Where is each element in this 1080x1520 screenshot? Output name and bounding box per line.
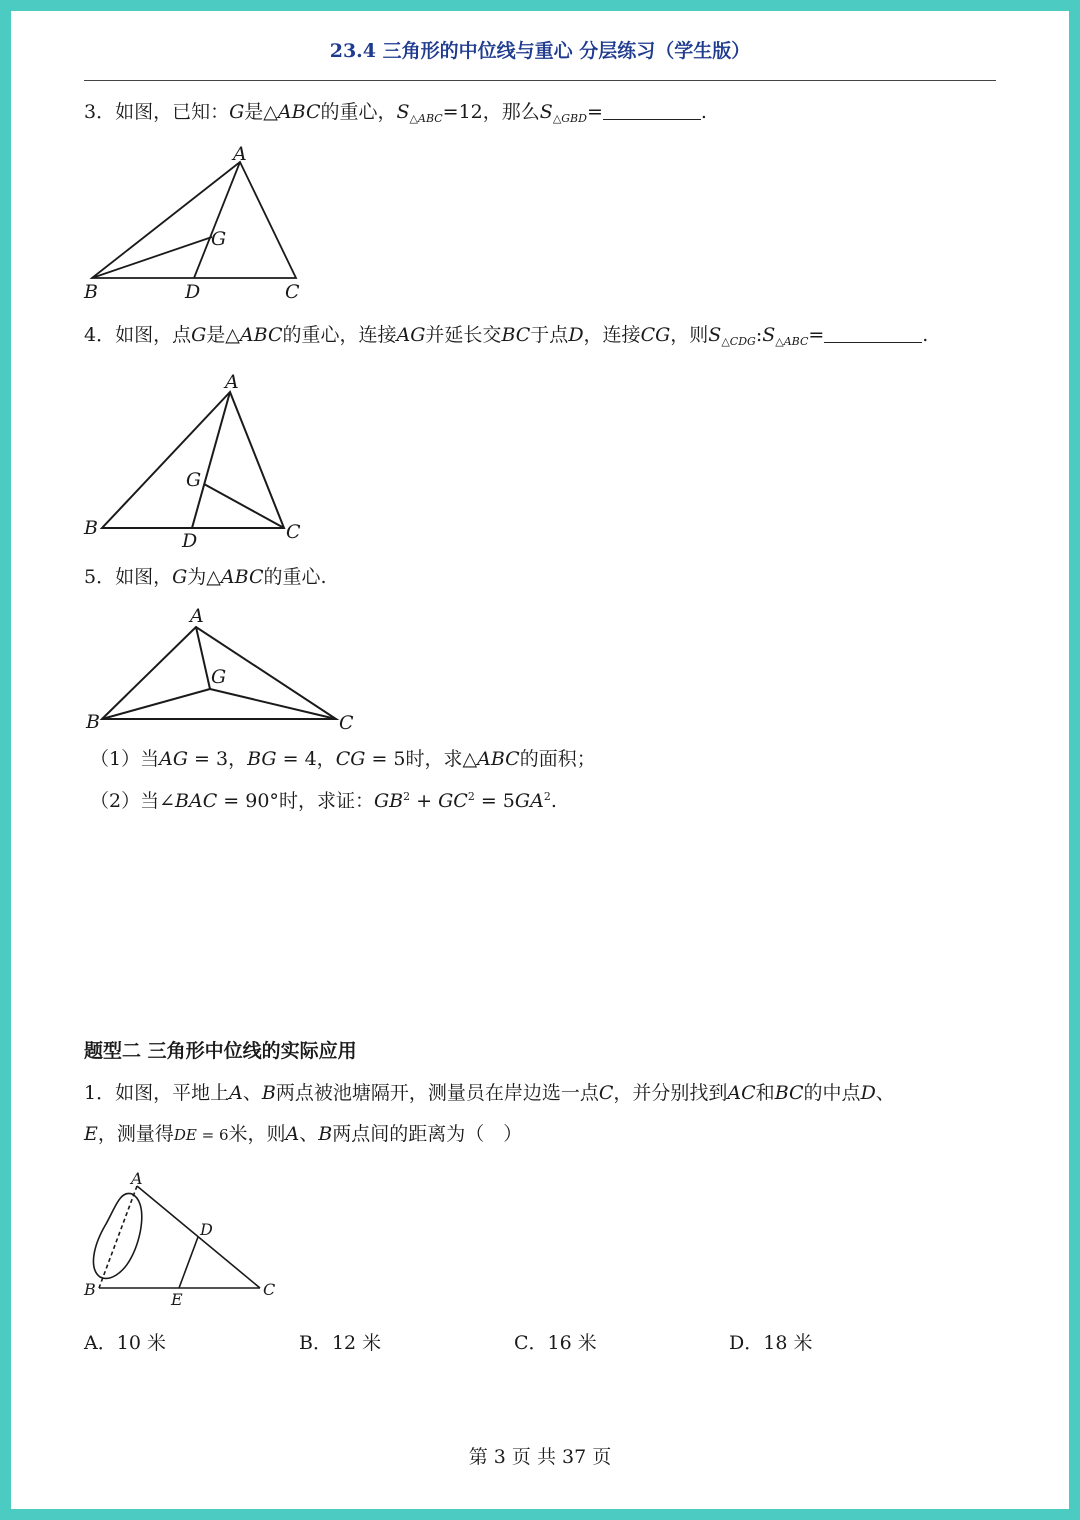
label-b: B [84,281,98,303]
option-c[interactable]: C．16 米 [514,1332,597,1354]
label-b: B [84,517,98,539]
pond-outline [93,1193,141,1278]
section-2-question-1-line-1: 1．如图，平地上A、B两点被池塘隔开，测量员在岸边选一点C，并分别找到AC和BC的中点D、 [84,1082,895,1104]
segment-de [179,1237,198,1288]
question-number: 3． [84,101,116,123]
label-a: A [233,143,247,165]
question-number: 4． [84,324,116,346]
label-c: C [286,521,301,543]
segment-ac [137,1186,260,1288]
label-g: G [186,469,202,491]
label-g: G [211,228,227,250]
label-b: B [84,1280,96,1299]
label-a: A [190,605,204,627]
label-b: B [86,711,100,733]
page-title: 23.4 三角形的中位线与重心 分层练习（学生版） [329,40,751,62]
question-5-part-1: （1）当AG = 3，BG = 4，CG = 5时，求△ABC的面积； [90,748,596,770]
figure-q4 [102,392,284,528]
triangle-abc [102,392,284,528]
section-heading: 题型二 三角形中位线的实际应用 [84,1040,357,1062]
segment-bg [92,237,212,278]
segment-cg [210,689,336,719]
segment-gc [204,484,284,528]
label-a: A [131,1169,143,1188]
figure-q3 [92,162,296,278]
label-a: A [225,371,239,393]
page-footer: 第 3 页 共 37 页 [468,1446,612,1468]
label-d: D [185,281,201,303]
question-number: 5． [84,566,116,588]
question-5-text: 5．如图，G为△ABC的重心. [84,566,327,588]
label-c: C [263,1280,276,1299]
label-c: C [285,281,300,303]
option-a[interactable]: A．10 米 [84,1332,166,1354]
question-3-text: 3．如图，已知：G是△ABC的重心，$S_{\triangle ABC}=12$，那么$S_{\triangle GBD}=$ . [84,101,707,125]
question-number: 1． [84,1082,116,1104]
segment-ag [196,627,210,689]
label-d: D [182,530,198,552]
option-b[interactable]: B．12 米 [299,1332,382,1354]
question-5-part-2: （2）当∠BAC = 90°时，求证：$GB^2 + GC^2 = 5GA^2$. [90,790,557,812]
question-4-text: 4．如图，点G是△ABC的重心，连接AG并延长交BC于点D，连接CG，则$S_{\triangle CDG}:S_{\triangle ABC}=$ . [84,324,929,348]
label-g: G [211,666,227,688]
label-c: C [339,712,354,734]
answer-blank[interactable] [824,324,922,343]
option-d[interactable]: D．18 米 [729,1332,813,1354]
label-d: D [200,1220,213,1239]
section-2-question-1-line-2: E，测量得DE = 6米，则A、B两点间的距离为（ ） [84,1123,523,1145]
label-e: E [171,1290,183,1309]
figure-s2q1 [93,1186,260,1288]
triangle-abc [92,162,296,278]
